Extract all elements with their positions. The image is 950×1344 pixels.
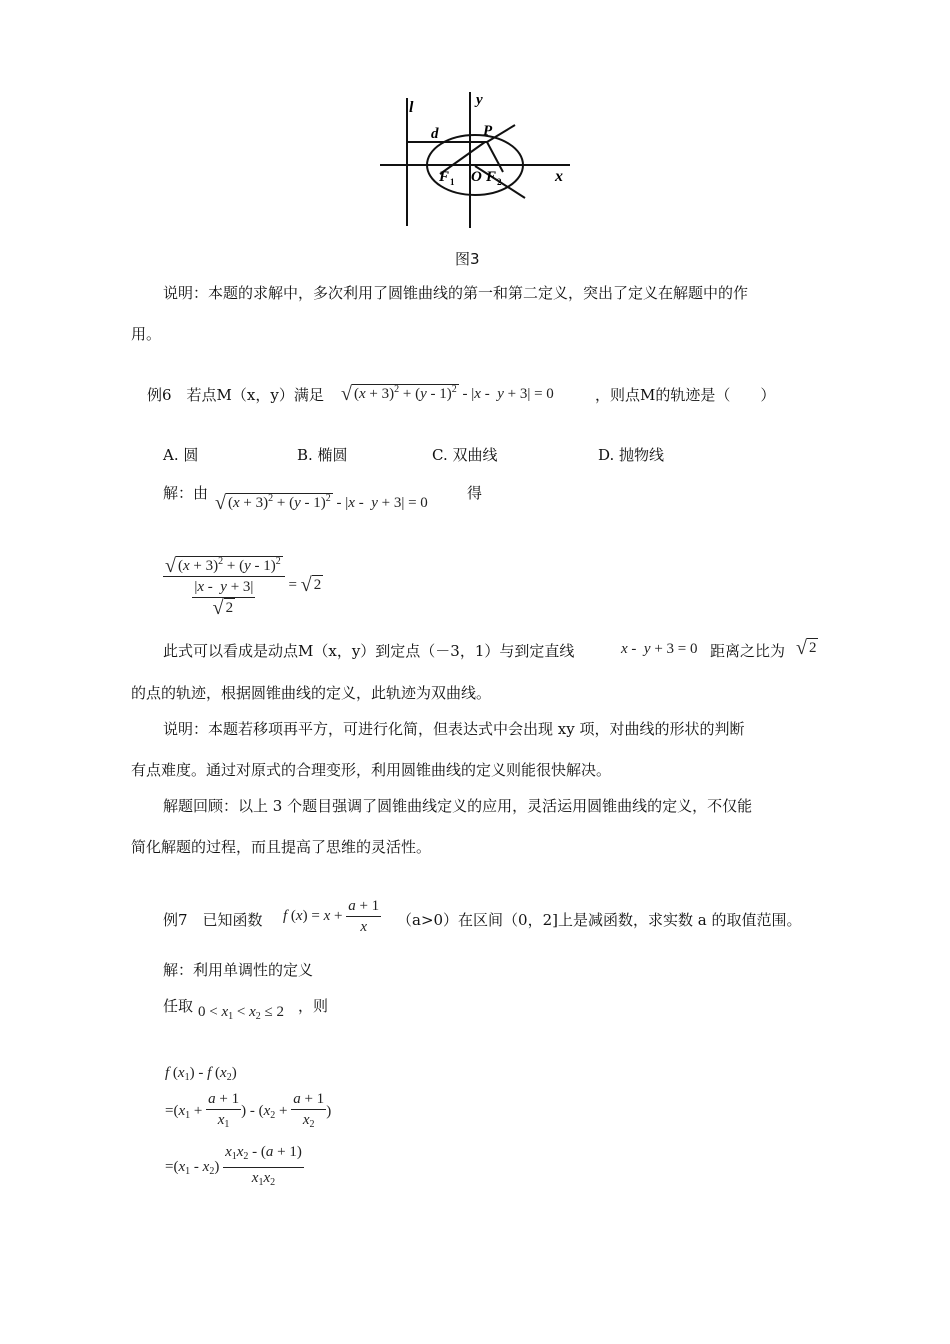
label-f2-sub: 2 [497, 177, 502, 187]
figure-caption: 图3 [455, 250, 480, 268]
note-line: 说明：本题若移项再平方，可进行化简，但表达式中会出现 xy 项，对曲线的形状的判断 [163, 720, 745, 738]
label-d: d [431, 126, 439, 142]
equation-ratio: $\frac{√ (x + 3)^2 + (y - 1)^2}{\frac{|x - y + 3|}{√ 2}}$ = √ 2 [165, 555, 322, 619]
review-line: 简化解题的过程，而且提高了思维的灵活性。 [131, 838, 432, 856]
explanation-line: 此式可以看成是动点M（x，y）到定点（－3，1）与到定直线 [163, 642, 575, 660]
example-7-suffix: （a>0）在区间（0，2]上是减函数，求实数 a 的取值范围。 [397, 911, 802, 929]
label-p: P [483, 123, 493, 139]
inequality: $0 < x_1 < x_2 \le 2$ [198, 1004, 285, 1022]
equation-condition: √ $(x + 3)^2 + (y - 1)^2 - |x - y + 3| = 0$ [341, 383, 554, 405]
label-f1: F [439, 169, 450, 185]
option-b: B. 椭圆 [297, 446, 348, 464]
note-line: 用。 [131, 325, 162, 343]
review-line: 解题回顾：以上 3 个题目强调了圆锥曲线定义的应用，灵活运用圆锥曲线的定义，不仅能 [163, 797, 753, 815]
option-c: C. 双曲线 [432, 446, 498, 464]
sqrt-two: √ 2 [796, 637, 817, 659]
solution-line: 解：利用单调性的定义 [163, 961, 314, 979]
example-6-prefix: 例6 若点M（x，y）满足 [147, 386, 324, 404]
label-f2: F [486, 169, 497, 185]
solution-suffix: 得 [467, 484, 483, 502]
label-f1-sub: 1 [450, 177, 455, 187]
solution-prefix: 解：由 [163, 484, 209, 502]
explanation-mid: 距离之比为 [710, 642, 786, 660]
equation-line: x - y + 3 = 0 [621, 641, 698, 657]
derivation-step-1: f $(x_1)$ - f $(x_2)$ [165, 1065, 237, 1083]
take-label: 任取 [163, 997, 194, 1015]
label-x: x [555, 168, 563, 185]
option-a: A. 圆 [163, 446, 199, 464]
example-7-prefix: 例7 已知函数 [163, 911, 263, 929]
function-definition: f (x) = x + $\frac{a + 1}{x}$ [283, 898, 380, 935]
label-y: y [476, 92, 483, 108]
note-line: 有点难度。通过对原式的合理变形，利用圆锥曲线的定义则能很快解决。 [131, 761, 612, 779]
derivation-step-3: $=(x_1 - x_2)$ $\frac{x_1x_2 - (a + 1)}{x_1x_2}$ [165, 1144, 302, 1188]
label-o: O [471, 169, 482, 185]
option-d: D. 抛物线 [598, 446, 665, 464]
label-l: l [409, 99, 414, 116]
then-label: ，则 [298, 997, 329, 1015]
ellipse-figure [375, 88, 575, 233]
derivation-step-2: $=(x_1$ + $\frac{a + 1}{x_1}$ ) - ($x_2$ + $\frac{a + 1}{x_2}$ ) [165, 1091, 332, 1130]
equation-solution: √ $(x + 3)^2 + (y - 1)^2 - |x - y + 3| = 0$ [215, 492, 428, 514]
explanation-line: 的点的轨迹，根据圆锥曲线的定义，此轨迹为双曲线。 [131, 684, 492, 702]
example-6-suffix: ，则点M的轨迹是（ ） [595, 386, 776, 404]
note-line: 说明：本题的求解中，多次利用了圆锥曲线的第一和第二定义，突出了定义在解题中的作 [163, 284, 749, 302]
